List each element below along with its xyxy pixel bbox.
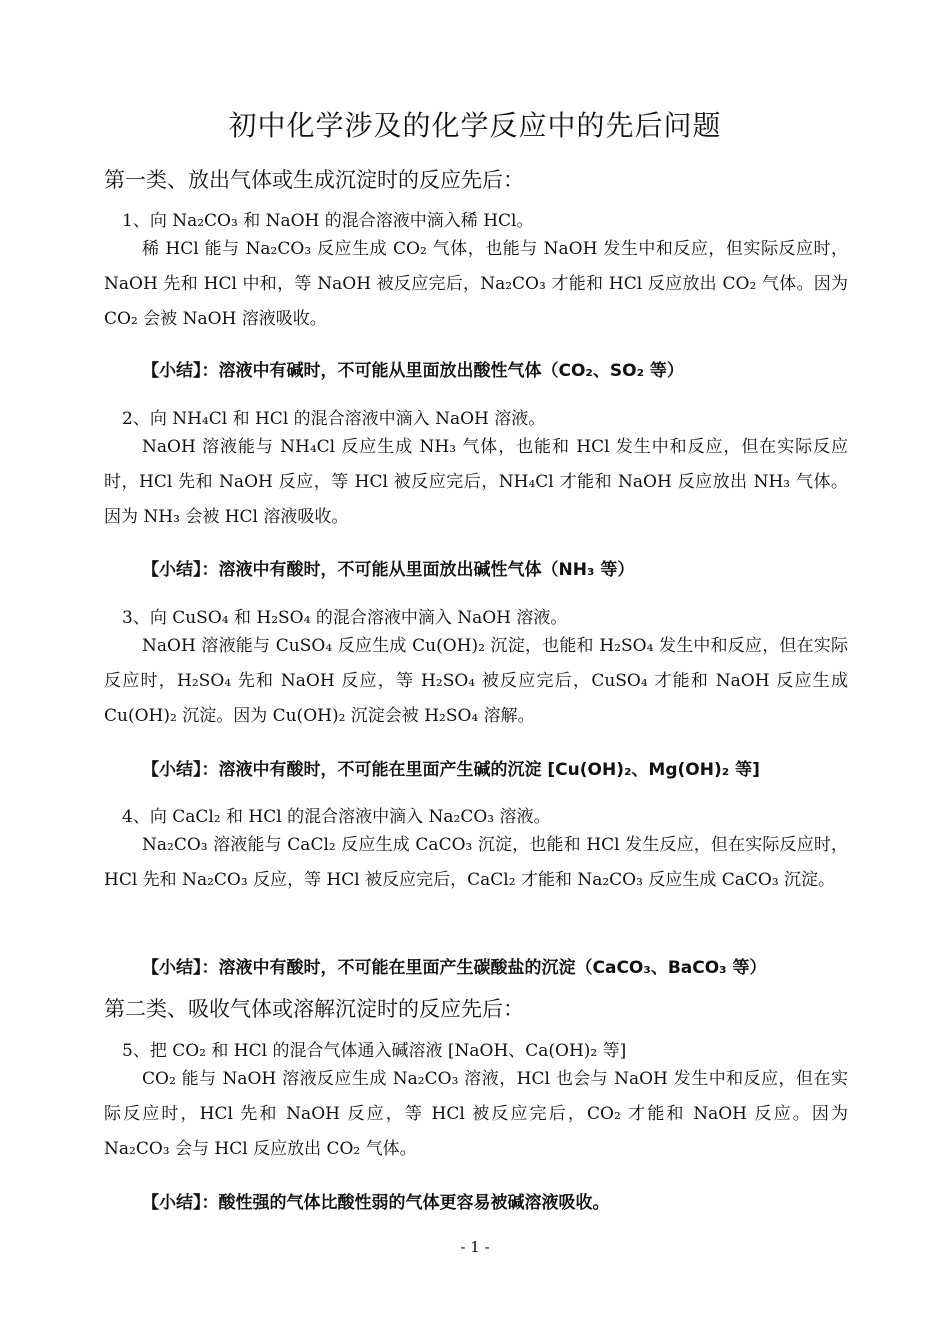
page-title: 初中化学涉及的化学反应中的先后问题	[228, 109, 722, 142]
item-2-heading: 2、向 NH₄Cl 和 HCl 的混合溶液中滴入 NaOH 溶液。	[122, 409, 546, 429]
item-4-summary: 【小结】：溶液中有酸时，不可能在里面产生碳酸盐的沉淀（CaCO₃、BaCO₃ 等）	[142, 958, 767, 978]
item-4-body: Na₂CO₃ 溶液能与 CaCl₂ 反应生成 CaCO₃ 沉淀，也能和 HCl 发生反应，但在实际反应时，HCl 先和 Na₂CO₃ 反应，等 HCl 被反应完后，CaCl₂ 才能和 Na₂CO₃ 反应生成 CaCO₃ 沉淀。	[104, 835, 848, 890]
item-3-heading: 3、向 CuSO₄ 和 H₂SO₄ 的混合溶液中滴入 NaOH 溶液。	[122, 608, 568, 628]
item-1-summary: 【小结】：溶液中有碱时，不可能从里面放出酸性气体（CO₂、SO₂ 等）	[142, 361, 684, 381]
item-4-heading: 4、向 CaCl₂ 和 HCl 的混合溶液中滴入 Na₂CO₃ 溶液。	[122, 807, 551, 827]
item-3-body: NaOH 溶液能与 CuSO₄ 反应生成 Cu(OH)₂ 沉淀，也能和 H₂SO₄ 发生中和反应，但在实际反应时，H₂SO₄ 先和 NaOH 反应，等 H₂SO₄ 被反应完后，CuSO₄ 才能和 NaOH 反应生成 Cu(OH)₂ 沉淀。因为 Cu(OH)₂ 沉淀会被 H₂SO₄ 溶解。	[104, 636, 848, 726]
item-5-heading: 5、把 CO₂ 和 HCl 的混合气体通入碱溶液 [NaOH、Ca(OH)₂ 等]	[122, 1041, 627, 1061]
page-number: - 1 -	[460, 1238, 490, 1256]
item-5-summary: 【小结】：酸性强的气体比酸性弱的气体更容易被碱溶液吸收。	[142, 1193, 610, 1213]
item-3-summary: 【小结】：溶液中有酸时，不可能在里面产生碱的沉淀 [Cu(OH)₂、Mg(OH)₂ 等]	[142, 760, 760, 780]
section-heading-1: 第一类、放出气体或生成沉淀时的反应先后：	[104, 168, 524, 192]
item-2-summary: 【小结】：溶液中有酸时，不可能从里面放出碱性气体（NH₃ 等）	[142, 560, 635, 580]
item-1-heading: 1、向 Na₂CO₃ 和 NaOH 的混合溶液中滴入稀 HCl。	[122, 211, 534, 231]
item-1-body: 稀 HCl 能与 Na₂CO₃ 反应生成 CO₂ 气体，也能与 NaOH 发生中和反应，但实际反应时，NaOH 先和 HCl 中和，等 NaOH 被反应完后，Na₂CO₃ 才能和 HCl 反应放出 CO₂ 气体。因为 CO₂ 会被 NaOH 溶液吸收。	[104, 239, 848, 329]
item-5-body: CO₂ 能与 NaOH 溶液反应生成 Na₂CO₃ 溶液，HCl 也会与 NaOH 发生中和反应，但在实际反应时，HCl 先和 NaOH 反应，等 HCl 被反应完后，CO₂ 才能和 NaOH 反应。因为 Na₂CO₃ 会与 HCl 反应放出 CO₂ 气体。	[104, 1069, 848, 1159]
item-2-body: NaOH 溶液能与 NH₄Cl 反应生成 NH₃ 气体，也能和 HCl 发生中和反应，但在实际反应时，HCl 先和 NaOH 反应，等 HCl 被反应完后，NH₄Cl 才能和 NaOH 反应放出 NH₃ 气体。因为 NH₃ 会被 HCl 溶液吸收。	[104, 437, 848, 527]
section-heading-2: 第二类、吸收气体或溶解沉淀时的反应先后：	[104, 997, 524, 1021]
